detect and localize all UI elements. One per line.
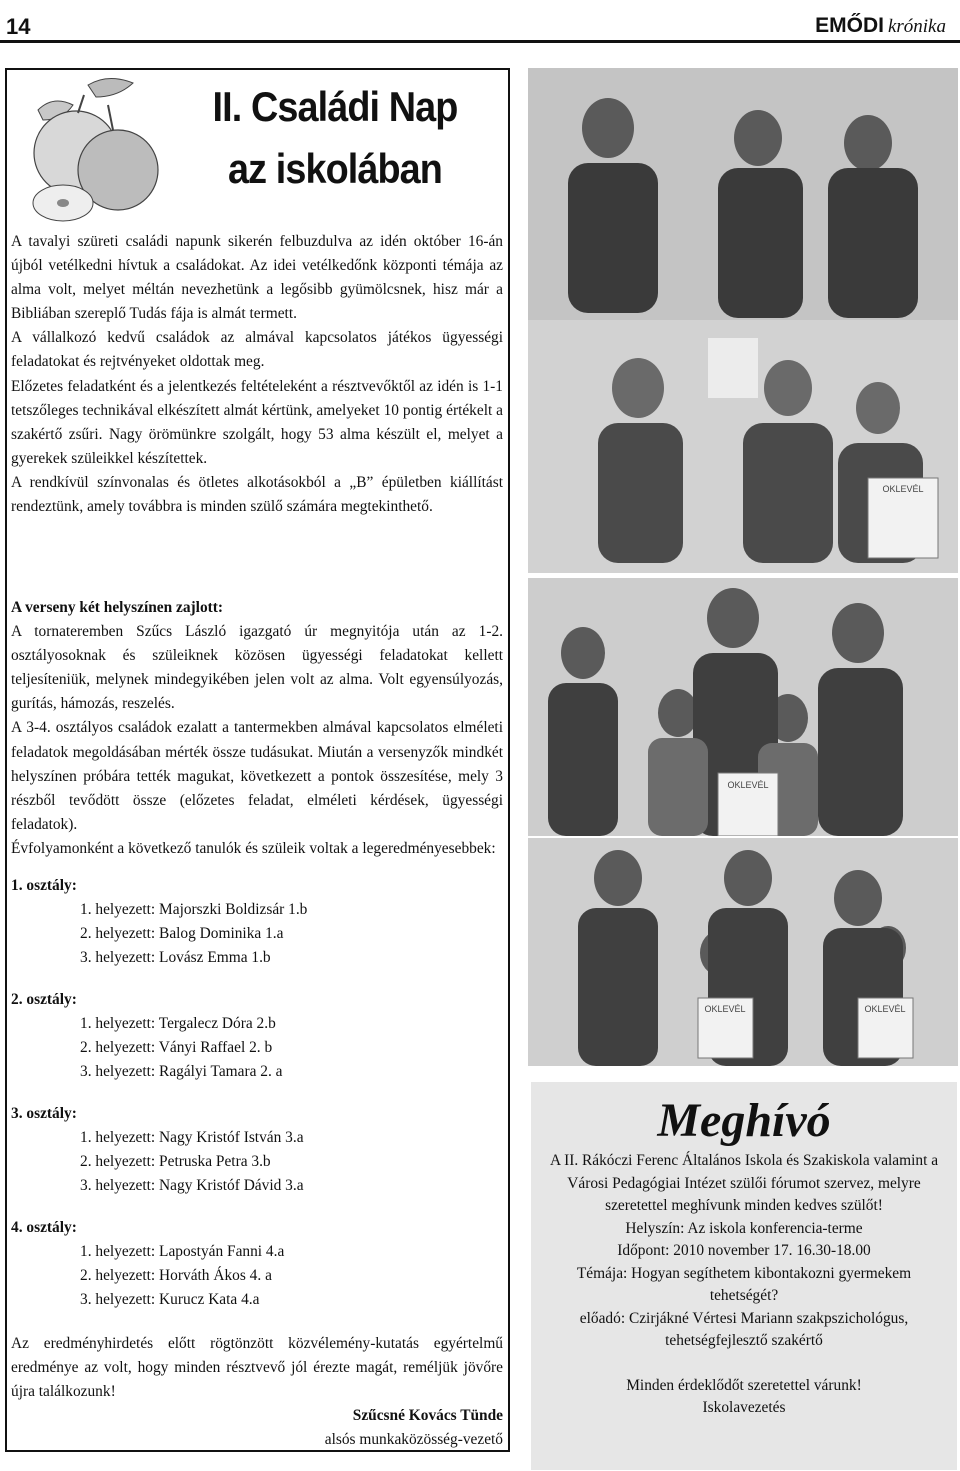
grade-heading: 2. osztály:: [11, 991, 77, 1008]
certificate-label: OKLEVÉL: [882, 484, 924, 494]
certificate-label: OKLEVÉL: [704, 1004, 746, 1014]
invitation-line: Témája: Hogyan segíthetem kibontakozni gyermekem tehetségét?: [576, 1264, 912, 1304]
results-grade-1: [11, 874, 503, 970]
article-intro: [11, 230, 503, 519]
page-number: 14: [6, 14, 31, 39]
body-paragraph: A tornateremben Szűcs László igazgató úr megnyitója után az 1-2. osztályosoknak és szüleiknek közösen ügyességi feladatokat kellett teljesíteniük, melynek mindegyikében jelen volt az alma. Volt egyensúlyozás, gurítás, hámozás, reszelés.: [11, 623, 503, 713]
certificate-label: OKLEVÉL: [727, 780, 769, 790]
brand-name: EMŐDI: [815, 14, 884, 37]
family-photo-1: [528, 68, 958, 573]
result-place: 2. helyezett: Balog Dominika 1.a: [80, 925, 284, 943]
invitation-title: Meghívó: [657, 1094, 831, 1147]
grade-heading: 4. osztály:: [11, 1219, 77, 1236]
result-place: 1. helyezett: Majorszki Boldizsár 1.b: [80, 901, 308, 919]
result-place: 3. helyezett: Ragályi Tamara 2. a: [80, 1063, 283, 1081]
page-header: [0, 0, 960, 46]
publication-brand: [815, 14, 946, 38]
family-photo-3: [528, 838, 958, 1066]
result-place: 2. helyezett: Petruska Petra 3.b: [80, 1153, 271, 1171]
venue-heading: A verseny két helyszínen zajlott:: [11, 599, 224, 616]
invitation-line: A II. Rákóczi Ferenc Általános Iskola és Szakiskola valamint a Városi Pedagógiai Intézet szülői fórumot szervez, melyre szeretettel meghívunk minden kedves szülőt!: [549, 1152, 939, 1214]
results-grade-3: [11, 1102, 503, 1198]
result-place: 3. helyezett: Lovász Emma 1.b: [80, 949, 271, 967]
result-place: 1. helyezett: Nagy Kristóf István 3.a: [80, 1129, 304, 1147]
intro-paragraph: A vállalkozó kedvű családok az almával kapcsolatos játékos ügyességi feladatokat és rejtvényeket oldottak meg.: [11, 329, 503, 371]
header-rule: [0, 40, 960, 43]
closing-paragraph: Az eredményhirdetés előtt rögtönzött közvélemény-kutatás egyértelmű eredménye az volt, hogy minden résztvevő jól érezte magát, reméljük jövőre újra találkozunk!: [11, 1335, 503, 1401]
certificate-label: OKLEVÉL: [864, 1004, 906, 1014]
result-place: 3. helyezett: Nagy Kristóf Dávid 3.a: [80, 1177, 304, 1195]
results-grade-2: [11, 988, 503, 1084]
brand-suffix: krónika: [887, 16, 946, 37]
article-title: [187, 76, 484, 200]
author-role: alsós munkaközösség-vezető: [324, 1431, 503, 1449]
intro-paragraph: A tavalyi szüreti családi napunk sikerén felbuzdulva az idén október 16-án újból vetélkedni hívtuk a családokat. Az idei vetélkedőnk központi témája az alma volt, melyet méltán nevezhetünk a legősibb gyümölcsnek, hisz már a Bibliában szereplő Tudás fája is almát termett.: [11, 233, 503, 323]
invitation-line: előadó: Czirjákné Vértesi Mariann szakpszichológus, tehetségfejlesztő szakértő: [579, 1309, 909, 1349]
article-closing: [11, 1332, 503, 1452]
apples-illustration: [18, 75, 176, 225]
invitation-closing: Minden érdeklődőt szeretettel várunk!: [626, 1376, 862, 1394]
article-body: [11, 596, 503, 861]
result-place: 3. helyezett: Kurucz Kata 4.a: [80, 1291, 260, 1309]
result-place: 2. helyezett: Ványi Raffael 2. b: [80, 1039, 273, 1057]
intro-paragraph: Előzetes feladatként és a jelentkezés feltételeként a résztvevőktől az idén is 1-1 tetszőleges technikával elkészített almát kértünk, amelyeket 10 pontig értékelt a szakértő zsűri. Nagy örömünkre szolgált, hogy 53 alma készült el, melyet a gyerekek szüleikkel készítettek.: [11, 377, 503, 467]
result-place: 2. helyezett: Horváth Ákos 4. a: [80, 1267, 272, 1285]
invitation-box: [531, 1082, 957, 1470]
intro-paragraph: A rendkívül színvonalas és ötletes alkotásokból a „B” épületben kiállítást rendeztünk, amely továbbra is minden szülő számára megtekinthető.: [11, 473, 503, 516]
result-place: 1. helyezett: Tergalecz Dóra 2.b: [80, 1015, 276, 1033]
invitation-line: Helyszín: Az iskola konferencia-terme: [625, 1219, 863, 1237]
grade-heading: 1. osztály:: [11, 877, 77, 894]
body-paragraph: A 3-4. osztályos családok ezalatt a tantermekben almával kapcsolatos elméleti feladatok megoldásában mérték össze tudásukat. Miután a versenyzők mindkét helyszínen próbára tették magukat, következett a pontok összesítése, mely 3 részből tevődött össze (előzetes feladat, elméleti kérdések, ügyességi feladatok).: [11, 719, 503, 833]
title-line-1: II. Családi Nap: [212, 83, 458, 130]
results-grade-4: [11, 1216, 503, 1312]
title-line-2: az iskolában: [227, 145, 442, 192]
body-paragraph: Évfolyamonként a következő tanulók és szüleik voltak a legeredményesebbek:: [11, 839, 496, 857]
family-photo-2: [528, 578, 958, 836]
result-place: 1. helyezett: Lapostyán Fanni 4.a: [80, 1243, 285, 1261]
invitation-body: [531, 1150, 957, 1420]
author-name: Szűcsné Kovács Tünde: [352, 1407, 503, 1425]
invitation-line: Időpont: 2010 november 17. 16.30-18.00: [617, 1242, 871, 1259]
invitation-signature: Iskolavezetés: [702, 1399, 786, 1416]
grade-heading: 3. osztály:: [11, 1105, 77, 1122]
